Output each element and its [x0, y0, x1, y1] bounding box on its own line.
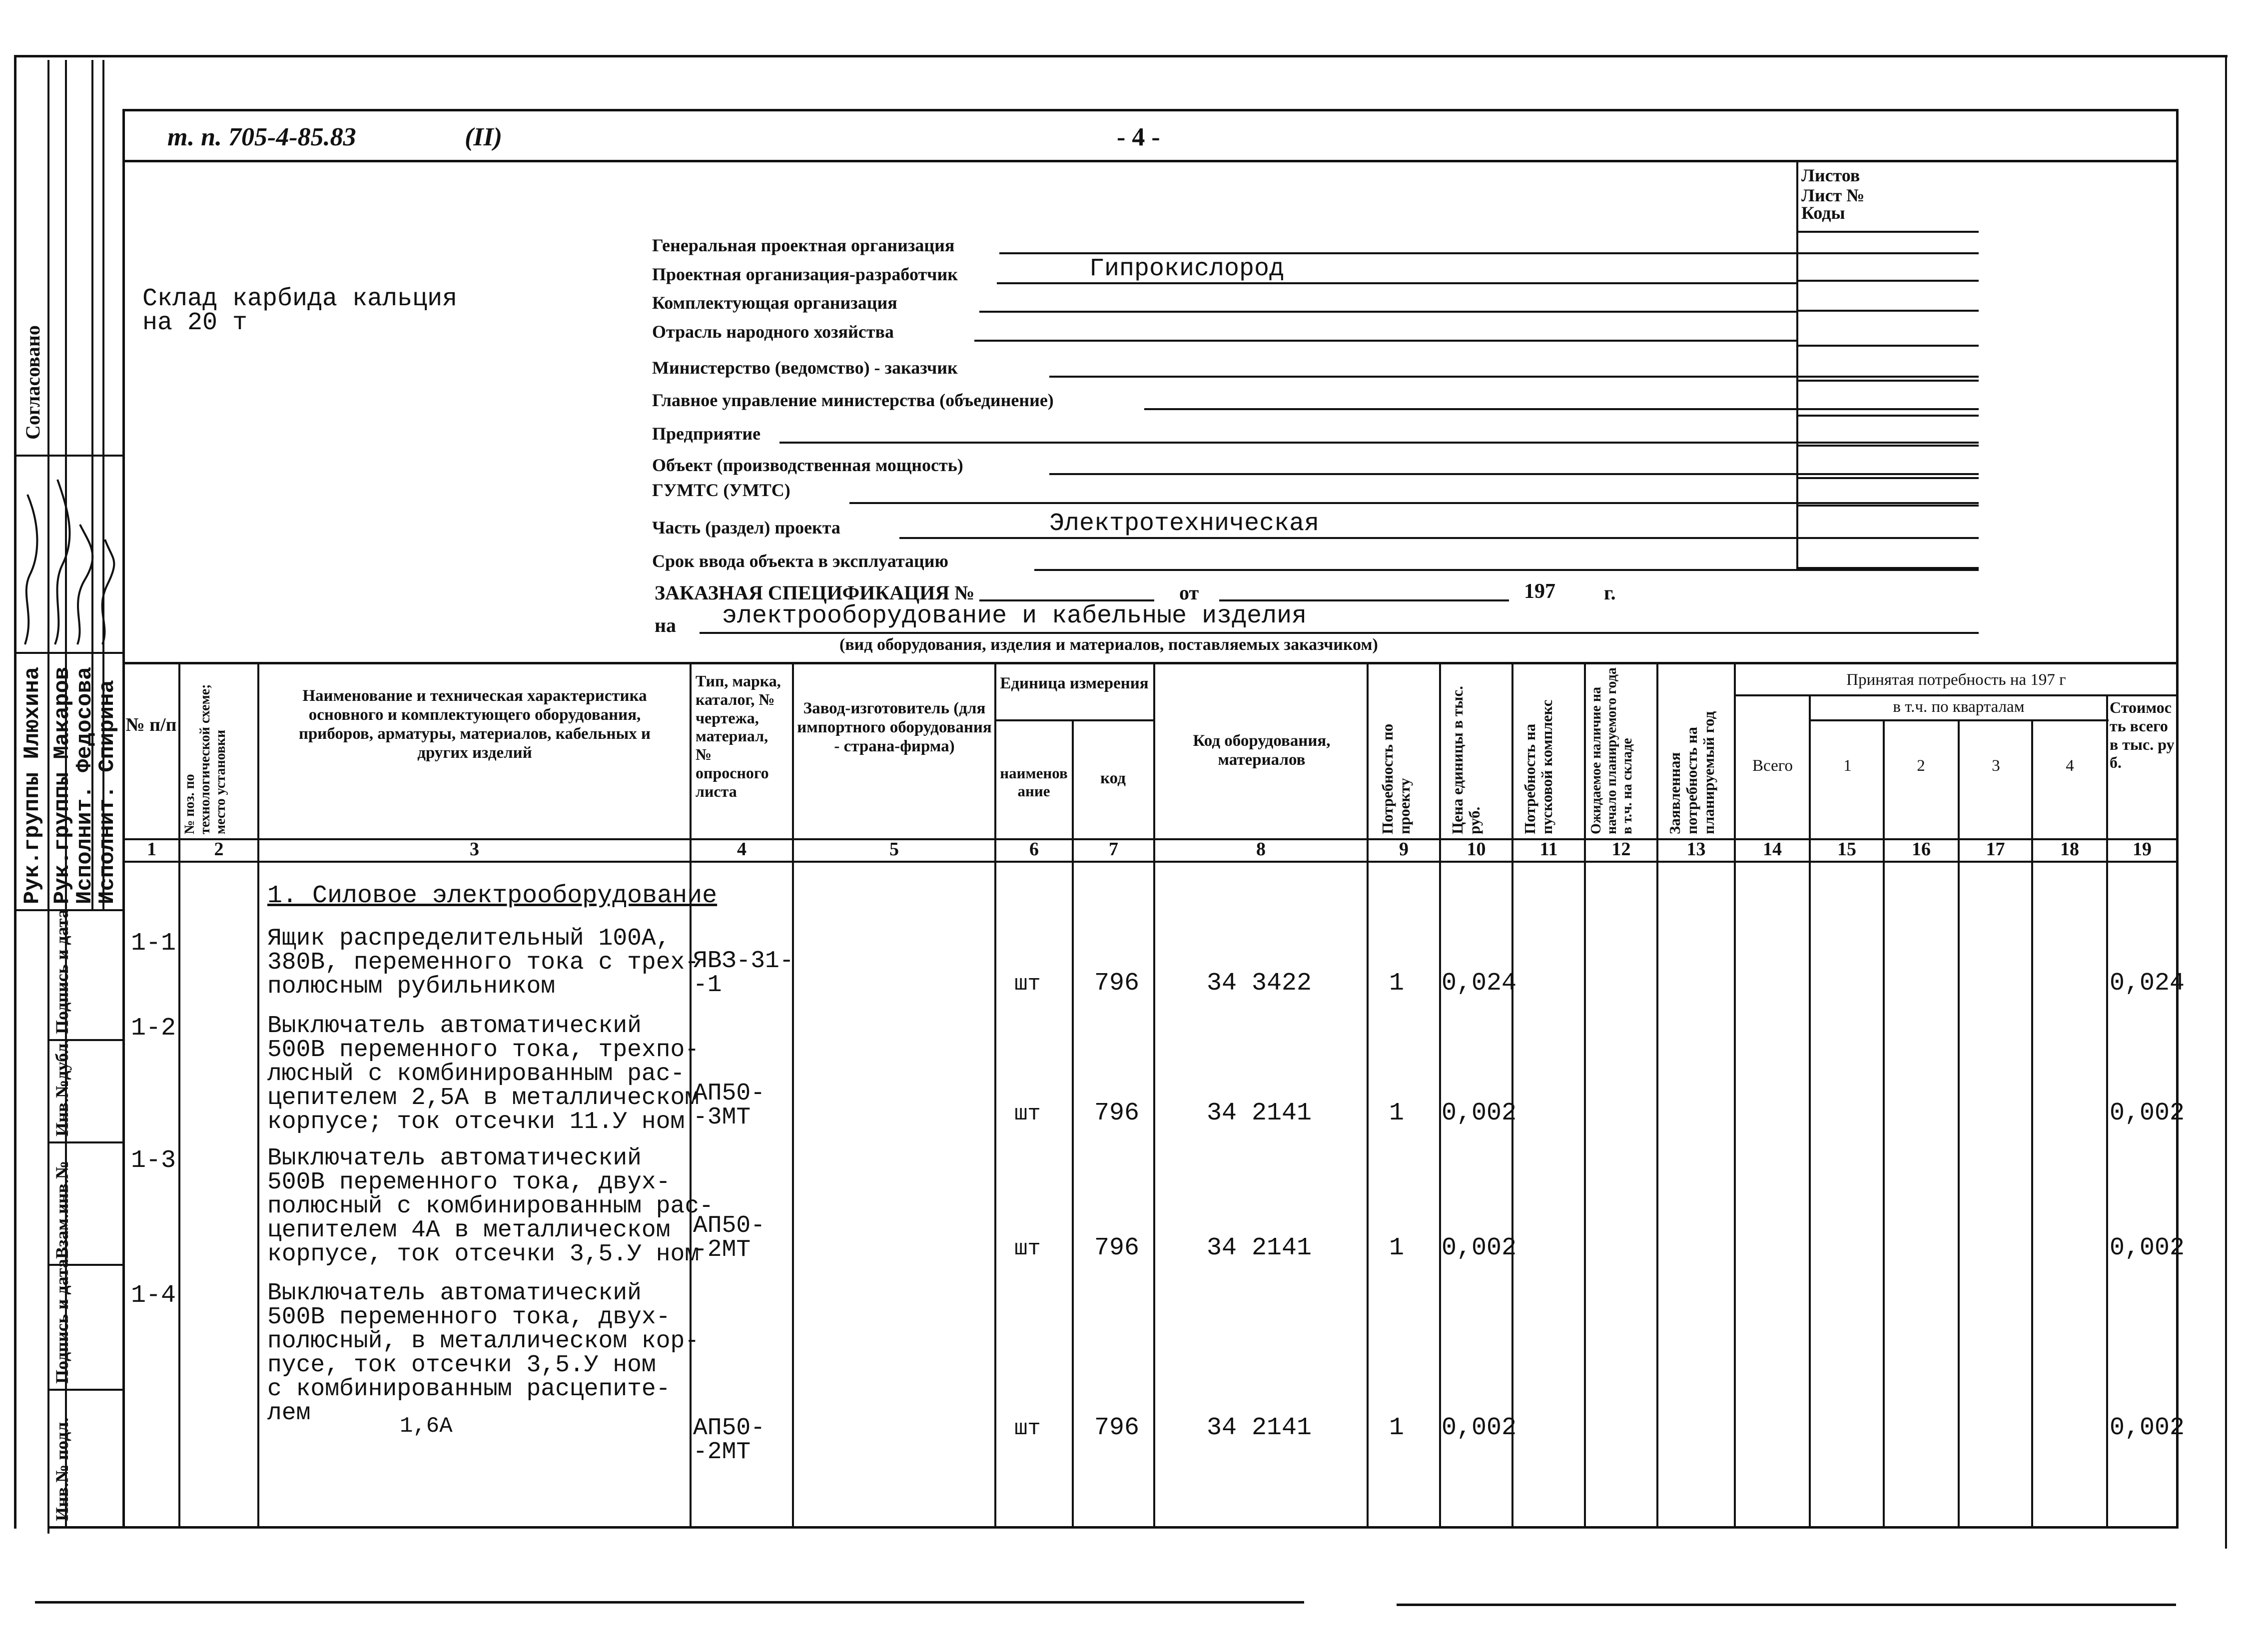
colnum-14: 14 — [1763, 839, 1782, 860]
header-type: Тип, марка, каталог, № чертежа, материал, № опросного листа — [696, 672, 781, 800]
row-equipment-code: 34 2141 — [1207, 1234, 1312, 1262]
col-sep-7 — [1153, 662, 1155, 1529]
header-unit-name: наименование — [1000, 764, 1068, 800]
stamp-signature-date-1: Подпись и дата — [52, 909, 72, 1034]
col-sep-12 — [1656, 662, 1658, 1529]
colnum-5: 5 — [889, 839, 899, 860]
inner-left-border — [47, 60, 49, 1534]
header-quarters: в т.ч. по кварталам — [1893, 698, 2025, 716]
row-unit: шт — [1014, 1101, 1041, 1126]
row-number: 1-2 — [131, 1014, 176, 1043]
codes-label: Коды — [1801, 203, 1845, 223]
colnum-13: 13 — [1686, 839, 1706, 860]
header-expected: Ожидаемое наличие на начало планируемого года в т.ч. на складе — [1588, 667, 1635, 834]
row-unit: шт — [1014, 972, 1041, 997]
colnum-11: 11 — [1539, 839, 1558, 860]
stamp-replace-inv: Взам.инв.№ — [52, 1160, 72, 1259]
label-ministry: Министерство (ведомство) - заказчик — [652, 358, 958, 378]
object-title-line1: Склад карбида кальция — [142, 285, 458, 313]
stamp-row-line-7 — [47, 1389, 122, 1391]
colnum-17: 17 — [1986, 839, 2005, 860]
stamp-dup-inv: Инв.№дубл. — [52, 1039, 72, 1136]
line-for — [700, 632, 1979, 634]
form-bottom-border — [47, 1526, 2179, 1529]
header-q3: 3 — [1992, 757, 2000, 775]
col-sep-10 — [1511, 662, 1513, 1529]
row-number: 1-3 — [131, 1146, 176, 1175]
line-commission-date — [1034, 569, 1979, 571]
label-commission-date: Срок ввода объекта в эксплуатацию — [652, 551, 948, 571]
form-right-border — [2176, 109, 2179, 1528]
colnum-8: 8 — [1256, 839, 1266, 860]
codes-line-6 — [1796, 380, 1979, 382]
row-unit: шт — [1014, 1416, 1041, 1441]
line-gumts — [849, 502, 1979, 504]
row-price: 0,002 — [1442, 1414, 1517, 1442]
colnum-10: 10 — [1467, 839, 1486, 860]
colnum-6: 6 — [1029, 839, 1039, 860]
label-main-department: Главное управление министерства (объединение) — [652, 390, 1054, 410]
line-spec-date — [1219, 599, 1509, 601]
part-value: Электротехническая — [1049, 510, 1320, 538]
row-total-cost: 0,002 — [2110, 1099, 2185, 1127]
col-sep-14 — [1809, 694, 1811, 1529]
codes-line-2 — [1796, 252, 1979, 254]
frame-top — [14, 55, 2228, 57]
table-colnum-bottom — [122, 861, 2179, 863]
album-number: (II) — [465, 123, 503, 151]
header-accepted: Принятая потребность на 197 г — [1846, 671, 2066, 689]
stamp-name-1: Рук.группы Илюхина — [20, 666, 45, 904]
stamp-signature-date-2: Подпись и дата — [52, 1259, 72, 1384]
col-sep-8 — [1367, 662, 1369, 1529]
header-num: № п/п — [125, 714, 177, 735]
colnum-2: 2 — [214, 839, 224, 860]
accepted-header-divider — [1734, 694, 2179, 696]
colnum-7: 7 — [1109, 839, 1118, 860]
row-description-extra: 1,6А — [400, 1414, 453, 1439]
unit-header-divider — [994, 719, 1154, 721]
col-sep-11 — [1584, 662, 1586, 1529]
row-qty: 1 — [1389, 969, 1405, 998]
header-equipment-code: Код оборудования, материалов — [1193, 732, 1331, 769]
stamp-name-3: Исполнит. Федосова — [72, 666, 97, 904]
row-equipment-code: 34 3422 — [1207, 969, 1312, 998]
line-main-department — [1144, 408, 1979, 410]
label-supply-org: Комплектующая организация — [652, 293, 897, 313]
page-number: - 4 - — [1117, 123, 1160, 151]
line-object-capacity — [1049, 473, 1979, 475]
colnum-4: 4 — [737, 839, 747, 860]
label-enterprise: Предприятие — [652, 424, 761, 444]
codes-line-7 — [1796, 415, 1979, 417]
row-number: 1-1 — [131, 929, 176, 958]
header-manufacturer: Завод-изготовитель (для импортного оборудования - страна-фирма) — [797, 699, 992, 755]
header-name: Наименование и техническая характеристика основного и комплектующего оборудования, приборов, арматуры, материалов, кабельных и других изделий — [298, 687, 651, 762]
doc-number: т. п. 705-4-85.83 — [167, 123, 356, 151]
signature-scribbles — [15, 465, 120, 649]
header-position: № поз. по технологической схеме; место установки — [182, 684, 228, 834]
col-sep-4 — [792, 662, 794, 1529]
label-design-org: Проектная организация-разработчик — [652, 264, 958, 284]
colnum-15: 15 — [1837, 839, 1856, 860]
codes-line-4 — [1796, 310, 1979, 312]
design-org-value: Гипрокислород — [1089, 255, 1285, 283]
colnum-9: 9 — [1399, 839, 1409, 860]
label-gumts: ГУМТС (УМТС) — [652, 480, 790, 500]
header-unit: Единица измерения — [1000, 674, 1149, 692]
row-price: 0,002 — [1442, 1099, 1517, 1127]
sheet-label: Лист № — [1801, 185, 1865, 205]
form-left-border — [122, 109, 125, 1528]
codes-line-10 — [1796, 505, 1979, 507]
codes-box-left — [1796, 160, 1798, 569]
table-top-border — [122, 662, 2179, 664]
label-for: на — [655, 614, 677, 636]
colnum-12: 12 — [1611, 839, 1631, 860]
line-enterprise — [779, 442, 1979, 444]
colnum-3: 3 — [470, 839, 479, 860]
colnum-16: 16 — [1912, 839, 1931, 860]
row-price: 0,024 — [1442, 969, 1517, 998]
line-general-org — [999, 252, 1799, 254]
colnum-1: 1 — [147, 839, 156, 860]
header-declared: Заявленная потребность на планируемый год — [1666, 711, 1718, 834]
header-launch: Потребность на пусковой комплекс — [1521, 699, 1556, 834]
row-total-cost: 0,024 — [2110, 969, 2185, 998]
row-description: Выключатель автоматический 500В переменного тока, трехпо- люсный с комбинированным рас- цепителем 2,5А в металлическом корпусе; ток отсечки 11.У ном — [267, 1013, 700, 1135]
label-spec: ЗАКАЗНАЯ СПЕЦИФИКАЦИЯ № — [655, 581, 975, 604]
stamp-row-line-1 — [14, 455, 124, 457]
label-industry: Отрасль народного хозяйства — [652, 322, 894, 342]
line-spec-number — [979, 599, 1154, 601]
row-description: Выключатель автоматический 500В переменного тока, двух- полюсный, в металлическом кор- пусе, ток отсечки 3,5.У ном с комбинированным расцепите- лем — [267, 1280, 700, 1427]
col-sep-18 — [2106, 694, 2108, 1529]
row-unit: шт — [1014, 1236, 1041, 1261]
col-sep-2 — [257, 662, 259, 1529]
bottom-line-left — [35, 1601, 1304, 1604]
stamp-row-line-5 — [47, 1141, 122, 1143]
object-title-line2: на 20 т — [142, 309, 248, 337]
row-total-cost: 0,002 — [2110, 1234, 2185, 1262]
header-need: Потребность по проекту — [1379, 723, 1414, 834]
col-sep-9 — [1439, 662, 1441, 1529]
stamp-name-2: Рук.группы Макаров — [50, 666, 75, 904]
frame-right-outer — [2225, 55, 2227, 1549]
row-type: АП50- -3МТ — [693, 1080, 765, 1131]
row-number: 1-4 — [131, 1281, 176, 1310]
row-type: ЯВЗ-31- -1 — [693, 948, 794, 999]
stamp-row-line-2 — [14, 652, 124, 654]
header-total: Всего — [1752, 757, 1793, 775]
col-sep-1 — [178, 662, 180, 1529]
row-qty: 1 — [1389, 1414, 1405, 1442]
for-value: электрооборудование и кабельные изделия — [722, 602, 1307, 630]
stamp-name-4: Исполнит. Спирина — [95, 680, 120, 904]
label-from: от — [1179, 581, 1199, 604]
row-equipment-code: 34 2141 — [1207, 1414, 1312, 1442]
section-title: 1. Силовое электрооборудование — [267, 882, 718, 910]
row-qty: 1 — [1389, 1099, 1405, 1127]
row-unit-code: 796 — [1094, 1099, 1140, 1127]
form-top-border — [122, 109, 2179, 111]
row-equipment-code: 34 2141 — [1207, 1099, 1312, 1127]
codes-line-5 — [1796, 345, 1979, 347]
header-q4: 4 — [2066, 757, 2074, 775]
row-qty: 1 — [1389, 1234, 1405, 1262]
header-cost: Стоимость всего в тыс. руб. — [2110, 698, 2175, 772]
codes-line-9 — [1796, 477, 1979, 479]
col-sep-5 — [994, 662, 996, 1529]
colnum-18: 18 — [2060, 839, 2079, 860]
label-object-capacity: Объект (производственная мощность) — [652, 455, 963, 475]
row-description: Ящик распределительный 100А, 380В, переменного тока с трех- полюсным рубильником — [267, 925, 700, 1000]
label-year: 197 — [1524, 580, 1555, 603]
row-unit-code: 796 — [1094, 1234, 1140, 1262]
label-year-suffix: г. — [1604, 581, 1616, 604]
label-general-org: Генеральная проектная организация — [652, 235, 955, 255]
header-unit-code: код — [1100, 769, 1126, 787]
header-divider — [122, 160, 2179, 162]
codes-line-1 — [1796, 231, 1979, 233]
col-sep-13 — [1734, 662, 1736, 1529]
line-ministry — [1049, 376, 1979, 378]
row-total-cost: 0,002 — [2110, 1414, 2185, 1442]
stamp-original-inv: Инв.№ подл. — [52, 1417, 72, 1521]
header-q1: 1 — [1843, 757, 1852, 775]
header-q2: 2 — [1917, 757, 1925, 775]
stamp-agreed: Согласовано — [21, 325, 44, 440]
line-supply-org — [979, 311, 1796, 313]
header-price: Цена единицы в тыс. руб. — [1449, 686, 1484, 834]
row-unit-code: 796 — [1094, 969, 1140, 998]
row-type: АП50- -2МТ — [693, 1415, 765, 1466]
for-caption: (вид оборудования, изделия и материалов, поставляемых заказчиком) — [839, 635, 1378, 654]
row-price: 0,002 — [1442, 1234, 1517, 1262]
row-description: Выключатель автоматический 500В переменного тока, двух- полюсный с комбинированным рас- цепителем 4А в металлическом корпусе, ток отсечки 3,5.У ном — [267, 1145, 714, 1268]
line-industry — [974, 340, 1796, 342]
sheets-label: Листов — [1801, 165, 1860, 185]
row-type: АП50- -2МТ — [693, 1212, 765, 1263]
label-part: Часть (раздел) проекта — [652, 518, 840, 538]
codes-line-8 — [1796, 445, 1979, 447]
codes-line-3 — [1796, 280, 1979, 282]
frame-left — [14, 55, 16, 1529]
bottom-line-right — [1397, 1604, 2176, 1606]
colnum-19: 19 — [2133, 839, 2152, 860]
row-unit-code: 796 — [1094, 1414, 1140, 1442]
